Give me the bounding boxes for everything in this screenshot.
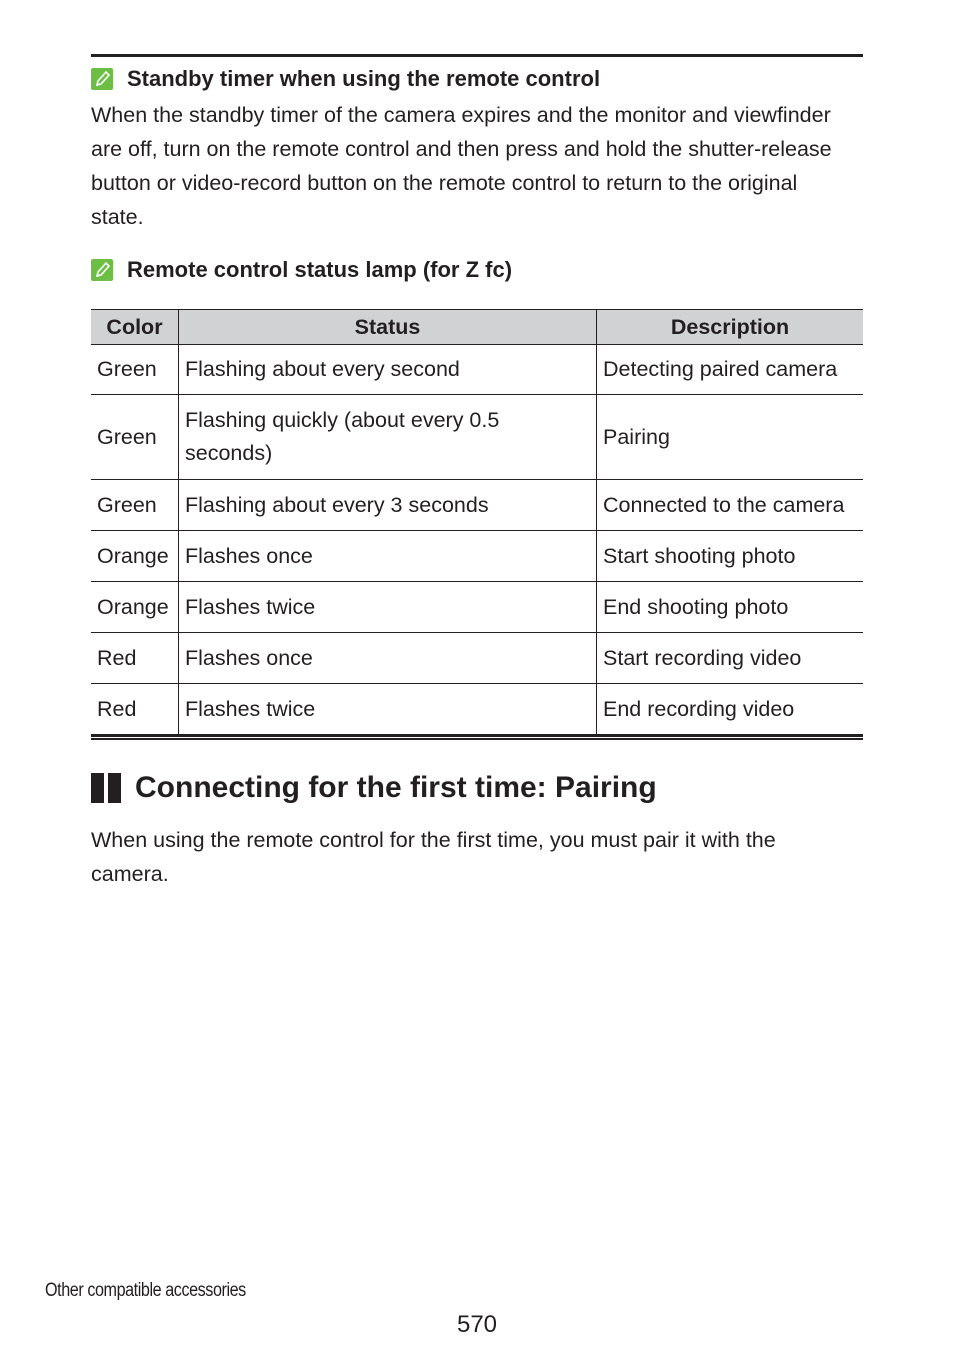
cell-description: End recording video (597, 684, 864, 735)
standby-note-title: Standby timer when using the remote control (127, 66, 601, 91)
cell-color: Red (91, 633, 179, 684)
table-row (91, 345, 863, 395)
cell-status: Flashes once (179, 633, 597, 684)
cell-status: Flashes twice (179, 582, 597, 633)
cell-description: Pairing (597, 395, 864, 480)
cell-color: Red (91, 684, 179, 735)
cell-description: End shooting photo (597, 582, 864, 633)
column-header-status: Status (179, 310, 597, 345)
cell-description: Start recording video (597, 633, 864, 684)
cell-description: Detecting paired camera (597, 345, 864, 395)
column-header-color: Color (91, 310, 179, 345)
status-lamp-note-heading (91, 257, 512, 283)
page-number: 570 (456, 1311, 498, 1338)
standby-note-heading (91, 66, 600, 92)
cell-description: Start shooting photo (597, 531, 864, 582)
section-body: When using the remote control for the first time, you must pair it with the camera. (91, 828, 776, 886)
cell-color: Green (91, 345, 179, 395)
cell-description: Connected to the camera (597, 480, 864, 531)
cell-status: Flashing about every 3 seconds (179, 480, 597, 531)
cell-color: Orange (91, 531, 179, 582)
section-heading (91, 770, 657, 806)
cell-color: Green (91, 480, 179, 531)
table-row (91, 684, 863, 735)
table-row (91, 582, 863, 633)
table-row (91, 395, 863, 480)
cell-status: Flashes once (179, 531, 597, 582)
table-row (91, 531, 863, 582)
section-title: Connecting for the first time: Pairing (135, 771, 657, 804)
table-header-row (91, 310, 863, 345)
cell-color: Green (91, 395, 179, 480)
cell-color: Orange (91, 582, 179, 633)
cell-status: Flashing about every second (179, 345, 597, 395)
standby-note-body: When the standby timer of the camera expires and the monitor and viewfinder are off, turn on the remote control and then press and hold the shutter-release button or video-record button on the remote control to return to the original state. (91, 103, 832, 229)
table-row (91, 633, 863, 684)
footer-section-name: Other compatible accessories (45, 1280, 246, 1301)
top-rule (91, 54, 863, 57)
section-divider (91, 735, 863, 740)
column-header-description: Description (597, 310, 864, 345)
cell-status: Flashing quickly (about every 0.5 seconds) (179, 395, 597, 480)
cell-status: Flashes twice (179, 684, 597, 735)
section-bars-icon (91, 773, 121, 803)
note-pencil-icon (91, 259, 113, 281)
status-lamp-note-title: Remote control status lamp (for Z fc) (127, 257, 513, 282)
note-pencil-icon (91, 68, 113, 90)
status-lamp-table (91, 309, 863, 735)
table-row (91, 480, 863, 531)
